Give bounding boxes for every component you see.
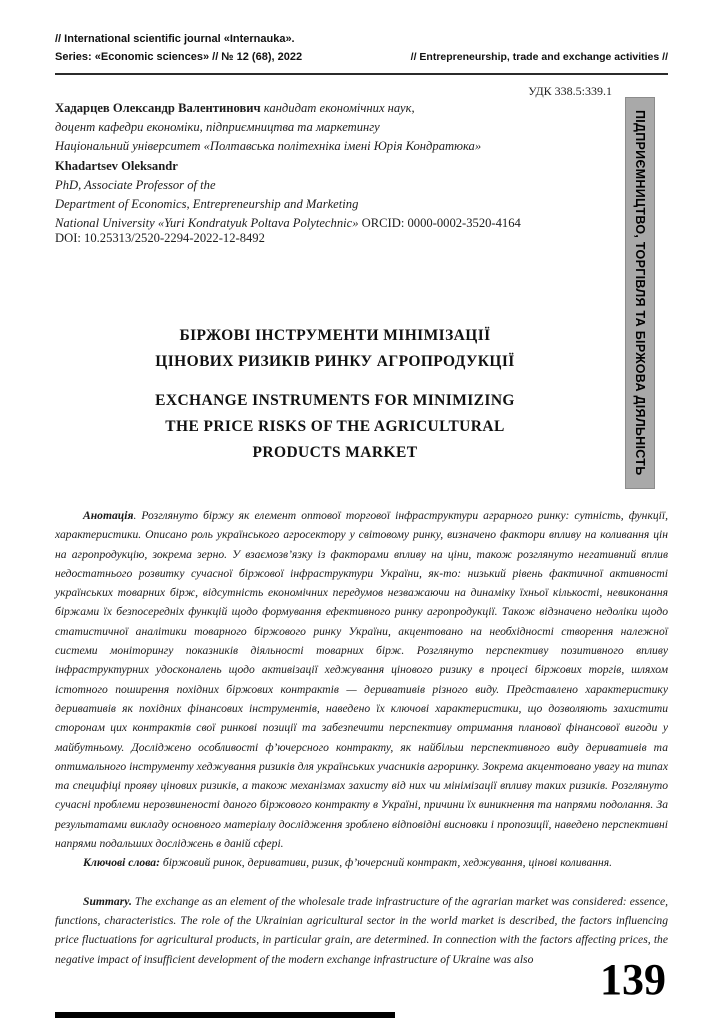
journal-title: // International scientific journal «Internauka». xyxy=(55,33,295,45)
author-university-ua: Національний університет «Полтавська політехніка імені Юрія Кондратюка» xyxy=(55,139,482,154)
udc-code: УДК 338.5:339.1 xyxy=(528,84,612,98)
summary-text: The exchange as an element of the wholesale trade infrastructure of the agrarian market was considered: essence, functions, characteristics. The role of the Ukrainian agricultural sector in the world market is described, the factors influencing price fluctuations for agricultural products, in particular grain, are determined. In connection with the factors affecting prices, the negative impact of insufficient development of the modern exchange infrastructure of Ukraine was also xyxy=(55,894,668,966)
author-name-en: Khadartsev Oleksandr xyxy=(55,158,178,173)
author-orcid: ORCID: 0000-0002-3520-4164 xyxy=(358,216,521,231)
keywords-text: біржовий ринок, деривативи, ризик, ф’ючерсний контракт, хеджування, цінові коливання. xyxy=(159,856,613,870)
keywords-paragraph xyxy=(55,853,668,872)
journal-info xyxy=(55,30,302,66)
article-title-ua-line2: ЦІНОВИХ РИЗИКІВ РИНКУ АГРОПРОДУКЦІЇ xyxy=(155,353,515,370)
author-block xyxy=(55,99,611,233)
doi: DOI: 10.25313/2520-2294-2022-12-8492 xyxy=(55,231,265,245)
article-title-ua-line1: БІРЖОВІ ІНСТРУМЕНТИ МІНІМІЗАЦІЇ xyxy=(179,327,491,344)
article-body xyxy=(55,506,668,969)
author-name-ua: Хадарцев Олександр Валентинович xyxy=(55,101,261,115)
author-degree-en: PhD, Associate Professor of the xyxy=(55,177,216,192)
page-header xyxy=(55,30,668,75)
article-title-en-line1: EXCHANGE INSTRUMENTS FOR MINIMIZING xyxy=(155,392,515,409)
article-title-en xyxy=(55,388,615,466)
abstract-text: . Розглянуто біржу як елемент оптової торгової інфраструктури аграрного ринку: сутність, функції, характеристики. Описано роль українського агросектору у світовому ринку, визначено фактори впливу на коливання цін на агропродукцію, зокрема зерно. У взаємозв’язку із факторами впливу на ціни, також розглянуто негативний вплив недостатнього розвитку сучасної біржової інфраструктури України, як-то: низький рівень фактичної активності українських товарних бірж, відсутність економічних передумов незважаючи на динаміку їхньої кількості, невиконання біржами їх безпосередніх функцій щодо формування ефективного ринку агропродукції. Також відзначено недоліки щодо статистичної аналітики товарного біржового ринку України, акцентовано на необхідності створення належної системи моніторингу показників діяльності товарних бірж. Розглянуто перспективу позитивного впливу інфраструктурних удосконалень щодо активізації хеджування цінового ризику в процесі біржових торгів, шляхом істотного поширення похідних біржових контрактів — деривативів різного виду. Представлено характеристику деривативів як похідних фінансових інструментів, наведено їх ключові характеристики, що дозволяють захистити сторонам цих контрактів свої ринкові позиції та забезпечити перспективу отримання планової фінансової вигоди у майбутньому. Досліджено особливості ф’ючерсного контракту, як найбільш перспективного виду деривативів та оптимального інструменту хеджування ризиків для українських учасників агроринку. Зокрема акцентовано увагу на типах та специфіці прояву цінових ризиків, а також механізмах захисту від них чи мінімізації впливу таких ризиків. Розглянуто сучасні проблеми нерозвиненості даного біржового контракту в Україні, причини їх виникнення та напрями подолання. За результатами викладу основного матеріалу дослідження зроблено відповідні висновки і пропозиції, наведено перспективні напрями подальших досліджень в даній сфері. xyxy=(55,509,668,851)
summary-paragraph xyxy=(55,892,668,969)
author-ua-line xyxy=(55,99,611,118)
journal-series: Series: «Economic sciences» // № 12 (68), 2022 xyxy=(55,51,303,63)
section-vertical-tab xyxy=(625,97,655,489)
section-vertical-label: ПІДПРИЄМНИЦТВО, ТОРГІВЛЯ ТА БІРЖОВА ДІЯЛЬНІСТЬ xyxy=(633,110,647,476)
summary-label: Summary. xyxy=(83,894,132,908)
article-title-block xyxy=(55,323,615,466)
article-title-en-line3: PRODUCTS MARKET xyxy=(252,444,418,461)
abstract-label: Анотація xyxy=(83,509,134,522)
footer-bar xyxy=(55,1012,395,1018)
page-number: 139 xyxy=(600,955,666,1004)
article-title-en-line2: THE PRICE RISKS OF THE AGRICULTURAL xyxy=(165,418,505,435)
author-position-ua: доцент кафедри економіки, підприємництва та маркетингу xyxy=(55,120,380,135)
author-university-en: National University «Yuri Kondratyuk Poltava Polytechnic» xyxy=(55,216,359,231)
author-department-en: Department of Economics, Entrepreneurship and Marketing xyxy=(55,197,359,212)
section-header-right: // Entrepreneurship, trade and exchange activities // xyxy=(410,51,668,63)
keywords-label: Ключові слова: xyxy=(83,856,160,870)
author-degree-ua: кандидат економічних наук, xyxy=(260,101,415,115)
article-title-ua xyxy=(55,323,615,375)
abstract-paragraph xyxy=(55,506,668,853)
